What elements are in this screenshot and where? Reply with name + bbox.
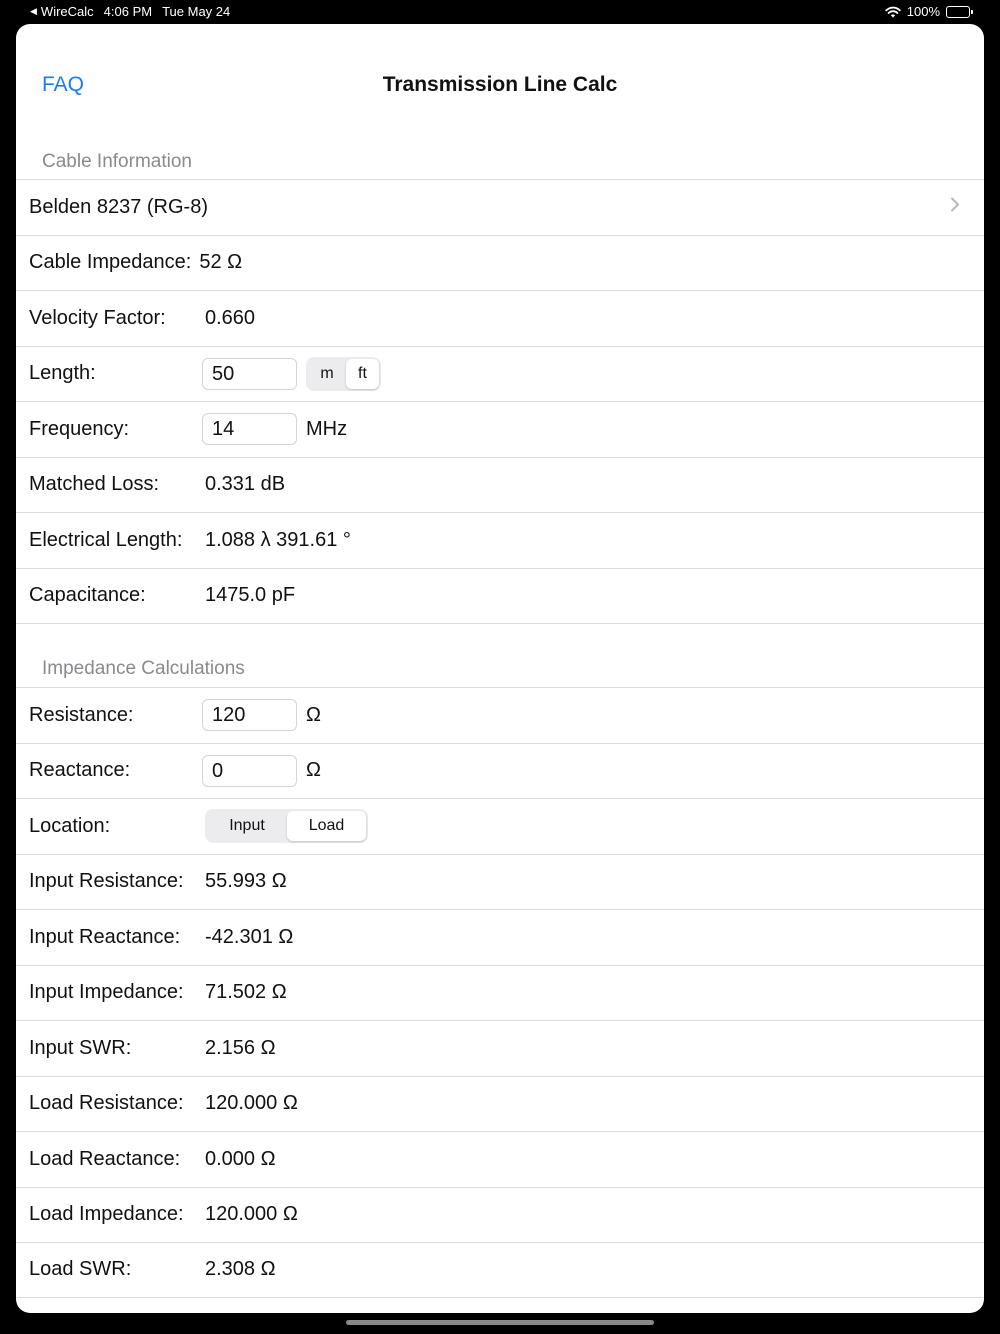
battery-percent: 100% [906, 4, 940, 19]
load-impedance-value: 120.000 Ω [205, 1203, 298, 1226]
input-resistance-label: Input Resistance: [29, 870, 184, 893]
capacitance-row [16, 568, 984, 624]
frequency-label: Frequency: [29, 417, 130, 440]
electrical-length-row [16, 512, 984, 568]
capacitance-label: Capacitance: [29, 584, 146, 607]
impedance-section-header: Impedance Calculations [42, 658, 245, 679]
cable-selector-row[interactable] [16, 179, 984, 235]
status-left [30, 4, 230, 19]
load-resistance-label: Load Resistance: [29, 1092, 184, 1115]
matched-loss-row [16, 457, 984, 513]
reactance-row [16, 743, 984, 799]
reactance-unit: Ω [306, 759, 321, 782]
load-impedance-label: Load Impedance: [29, 1203, 184, 1226]
input-reactance-label: Input Reactance: [29, 925, 181, 948]
navigation-bar [16, 24, 984, 147]
result-row [16, 854, 984, 910]
electrical-length-label: Electrical Length: [29, 528, 183, 551]
status-right [885, 4, 970, 19]
resistance-input[interactable]: 120 [202, 699, 297, 731]
wifi-icon [885, 6, 901, 18]
location-option-load[interactable]: Load [287, 811, 366, 841]
home-indicator[interactable] [346, 1320, 654, 1325]
result-row [16, 1242, 984, 1298]
result-row [16, 965, 984, 1021]
main-sheet [16, 24, 984, 1313]
resistance-row [16, 687, 984, 743]
cable-impedance-row [16, 235, 984, 291]
velocity-factor-row [16, 290, 984, 346]
length-unit-segmented-control [306, 357, 381, 391]
matched-loss-value: 0.331 dB [205, 473, 286, 496]
resistance-unit: Ω [306, 703, 321, 726]
cable-name: Belden 8237 (RG-8) [29, 195, 208, 218]
capacitance-value: 1475.0 pF [205, 584, 296, 607]
reactance-input[interactable]: 0 [202, 755, 297, 787]
status-time: 4:06 PM [103, 4, 153, 19]
back-triangle-icon[interactable]: ◀ [30, 6, 37, 16]
resistance-label: Resistance: [29, 703, 134, 726]
matched-loss-label: Matched Loss: [29, 473, 160, 496]
electrical-length-value: 1.088 λ 391.61 ° [205, 528, 351, 551]
result-row [16, 1131, 984, 1187]
result-row [16, 1020, 984, 1076]
back-app-label[interactable]: WireCalc [40, 4, 94, 19]
faq-button[interactable]: FAQ [42, 73, 85, 96]
status-date: Tue May 24 [162, 4, 231, 19]
input-swr-value: 2.156 Ω [205, 1036, 276, 1059]
length-row [16, 346, 984, 402]
load-resistance-value: 120.000 Ω [205, 1092, 298, 1115]
input-reactance-value: -42.301 Ω [205, 925, 294, 948]
cable-section-header: Cable Information [42, 151, 192, 172]
location-option-input[interactable]: Input [229, 817, 265, 835]
result-row [16, 1187, 984, 1243]
load-swr-label: Load SWR: [29, 1258, 132, 1281]
page-title: Transmission Line Calc [382, 73, 618, 96]
location-row [16, 798, 984, 854]
cable-impedance-label: Cable Impedance: [29, 251, 192, 274]
frequency-input[interactable]: 14 [202, 413, 297, 445]
length-label: Length: [29, 362, 96, 385]
cable-impedance-value: 52 Ω [199, 251, 243, 274]
input-resistance-value: 55.993 Ω [205, 870, 287, 893]
location-label: Location: [29, 814, 111, 837]
section-gap [16, 623, 984, 637]
reactance-label: Reactance: [29, 759, 131, 782]
length-input[interactable]: 50 [202, 358, 297, 390]
location-segmented-control [205, 809, 368, 843]
load-reactance-label: Load Reactance: [29, 1147, 181, 1170]
load-reactance-value: 0.000 Ω [205, 1147, 276, 1170]
chevron-right-icon [950, 196, 960, 219]
frequency-unit: MHz [306, 417, 348, 440]
input-impedance-label: Input Impedance: [29, 981, 184, 1004]
input-swr-label: Input SWR: [29, 1036, 132, 1059]
load-swr-value: 2.308 Ω [205, 1258, 276, 1281]
status-bar [0, 0, 1000, 24]
unit-option-m[interactable]: m [320, 364, 334, 382]
result-row [16, 909, 984, 965]
velocity-factor-label: Velocity Factor: [29, 306, 166, 329]
input-impedance-value: 71.502 Ω [205, 981, 287, 1004]
result-row [16, 1076, 984, 1132]
battery-icon [946, 6, 970, 18]
velocity-factor-value: 0.660 [205, 306, 256, 329]
frequency-row [16, 401, 984, 457]
unit-option-ft[interactable]: ft [346, 359, 379, 389]
